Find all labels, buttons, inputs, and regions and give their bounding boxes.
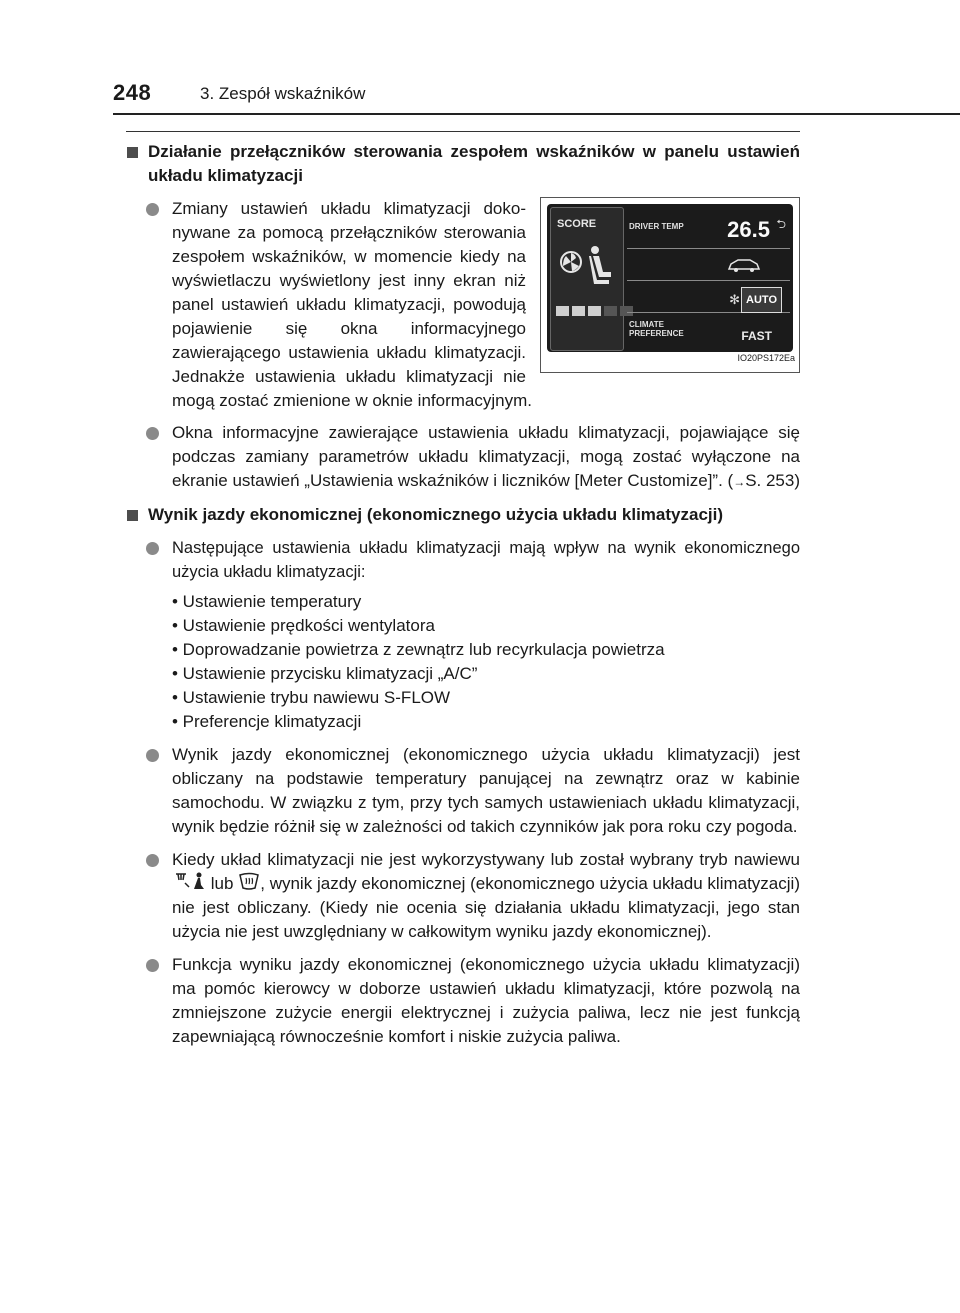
circle-bullet-icon xyxy=(146,749,159,762)
section-heading-eco-score xyxy=(126,503,800,527)
header-divider xyxy=(113,113,960,115)
temperature-value: 26.5 xyxy=(727,217,770,242)
defrost-feet-mode-icon xyxy=(172,872,206,892)
page-header xyxy=(0,0,960,112)
figure-container xyxy=(540,197,800,375)
paragraph-text: Wynik jazdy ekonomicznej (ekonomicznego użycia układu klimatyzacji) jest obliczany na podstawie temperatury panującej na zewnątrz oraz w kabinie samochodu. W związku z tym, przy tych samych ustawieniach układu klimatyzacji, wynik będzie różnił się w zależności od takich czynników jak pora roku czy pogoda. xyxy=(172,745,800,836)
figure-caption: IO20PS172Ea xyxy=(737,353,795,363)
score-panel xyxy=(550,207,624,351)
reference-arrow-icon: → xyxy=(733,475,746,489)
seat-airflow-icon xyxy=(559,240,615,288)
climate-preference-row xyxy=(627,314,790,348)
page-content xyxy=(126,140,800,1058)
display-screen xyxy=(547,204,793,352)
settings-list-item: • Preferencje klimatyzacji xyxy=(172,712,362,731)
list-item xyxy=(126,743,800,839)
settings-list-item: • Doprowadzanie powietrza z zewnątrz lub recyrkulacja powietrza xyxy=(172,640,665,659)
preference-value: FAST xyxy=(741,329,772,343)
heading-text: Działanie przełączników sterowania zespołem wskaźników w panelu ustawień układu klimatyzacji xyxy=(148,142,800,185)
square-bullet-icon xyxy=(127,510,138,521)
paragraph-text: Następujące ustawienia układu klimatyzacji mają wpływ na wynik ekonomicznego użycia układu klimatyzacji: xyxy=(172,539,800,581)
section-heading-climate-panel xyxy=(126,140,800,188)
climate-label: CLIMATE xyxy=(629,320,664,329)
settings-list-item: • Ustawienie trybu nawiewu S-FLOW xyxy=(172,688,451,707)
list-item xyxy=(126,197,800,413)
paragraph-text: Zmiany ustawień układu klimatyzacji dokonywane za pomocą przełączników sterowania zespołem wskaźników, w momencie kiedy na wyświetlaczu wyświetlony jest inny ekran niż panel ustawień układu klimatyzacji, powodują pojawienie się okna informacyjnego zawierającego ustawienia układu klimatyzacji. Jednakże ustawienia układu klimatyzacji nie mogą zostać zmienione w oknie informacyjnym. xyxy=(172,199,532,410)
settings-list-item: • Ustawienie prędkości wentylatora xyxy=(172,616,435,635)
list-item xyxy=(126,421,800,494)
score-bar xyxy=(588,306,601,316)
preference-label: PREFERENCE xyxy=(629,329,684,338)
list-item xyxy=(126,953,800,1049)
paragraph-text: Kiedy układ klimatyzacji nie jest wykorzystywany lub został wybrany tryb nawiewu xyxy=(172,850,800,869)
settings-list xyxy=(126,590,800,734)
driver-temp-label: DRIVER TEMP xyxy=(629,222,684,231)
section-title: 3. Zespół wskaźników xyxy=(200,84,366,103)
fan-auto-row xyxy=(627,282,790,313)
settings-list-item: • Ustawienie przycisku klimatyzacji „A/C” xyxy=(172,664,478,683)
climate-screen-figure xyxy=(540,197,800,373)
circle-bullet-icon xyxy=(146,542,159,555)
paragraph-text: lub xyxy=(210,874,234,893)
score-bar xyxy=(572,306,585,316)
score-bars xyxy=(556,306,633,316)
windshield-defrost-icon xyxy=(238,872,260,892)
circle-bullet-icon xyxy=(146,427,159,440)
content-divider xyxy=(126,131,800,132)
car-row xyxy=(627,250,790,281)
driver-temp-row xyxy=(627,210,790,249)
score-label: SCORE xyxy=(557,218,597,230)
score-bar xyxy=(556,306,569,316)
back-arrow-icon: ⮌ xyxy=(776,217,786,231)
page-reference: S. 253) xyxy=(745,471,800,490)
paragraph-text: , wynik jazdy ekonomicznej (ekonomicznego użycia układu klimatyzacji) nie jest obliczany. (Kiedy nie ocenia się działania układu klimatyzacji, jego stan użycia nie jest uwzględniany w całkowitym wyniku jazdy ekonomicznej). xyxy=(172,874,800,941)
square-bullet-icon xyxy=(127,147,138,158)
car-icon xyxy=(726,257,762,273)
settings-list-item: • Ustawienie temperatury xyxy=(172,592,362,611)
circle-bullet-icon xyxy=(146,959,159,972)
paragraph-text: Okna informacyjne zawierające ustawienia układu klimatyzacji, pojawiające się podczas zamiany parametrów układu klimatyzacji, mogą zostać wyłączone na ekranie ustawień „Ustawienia wskaźników i liczników [Meter Customize]”. ( xyxy=(172,423,800,490)
heading-text: Wynik jazdy ekonomicznej (ekonomicznego użycia układu klimatyzacji) xyxy=(148,505,724,524)
circle-bullet-icon xyxy=(146,854,159,867)
fan-icon: ✻ xyxy=(729,292,740,307)
auto-badge: AUTO xyxy=(741,287,782,313)
score-bar xyxy=(604,306,617,316)
page-number: 248 xyxy=(113,80,152,105)
list-item xyxy=(126,536,800,584)
circle-bullet-icon xyxy=(146,203,159,216)
list-item xyxy=(126,848,800,944)
paragraph-text: Funkcja wyniku jazdy ekonomicznej (ekonomicznego użycia układu klimatyzacji) ma pomóc kierowcy w doborze ustawień układu klimatyzacji, które pozwolą na zmniejszone zużycie energii elektrycznej i zużycia paliwa, lecz nie jest funkcją zapewniającą równocześnie komfort i niskie zużycia paliwa. xyxy=(172,955,800,1046)
